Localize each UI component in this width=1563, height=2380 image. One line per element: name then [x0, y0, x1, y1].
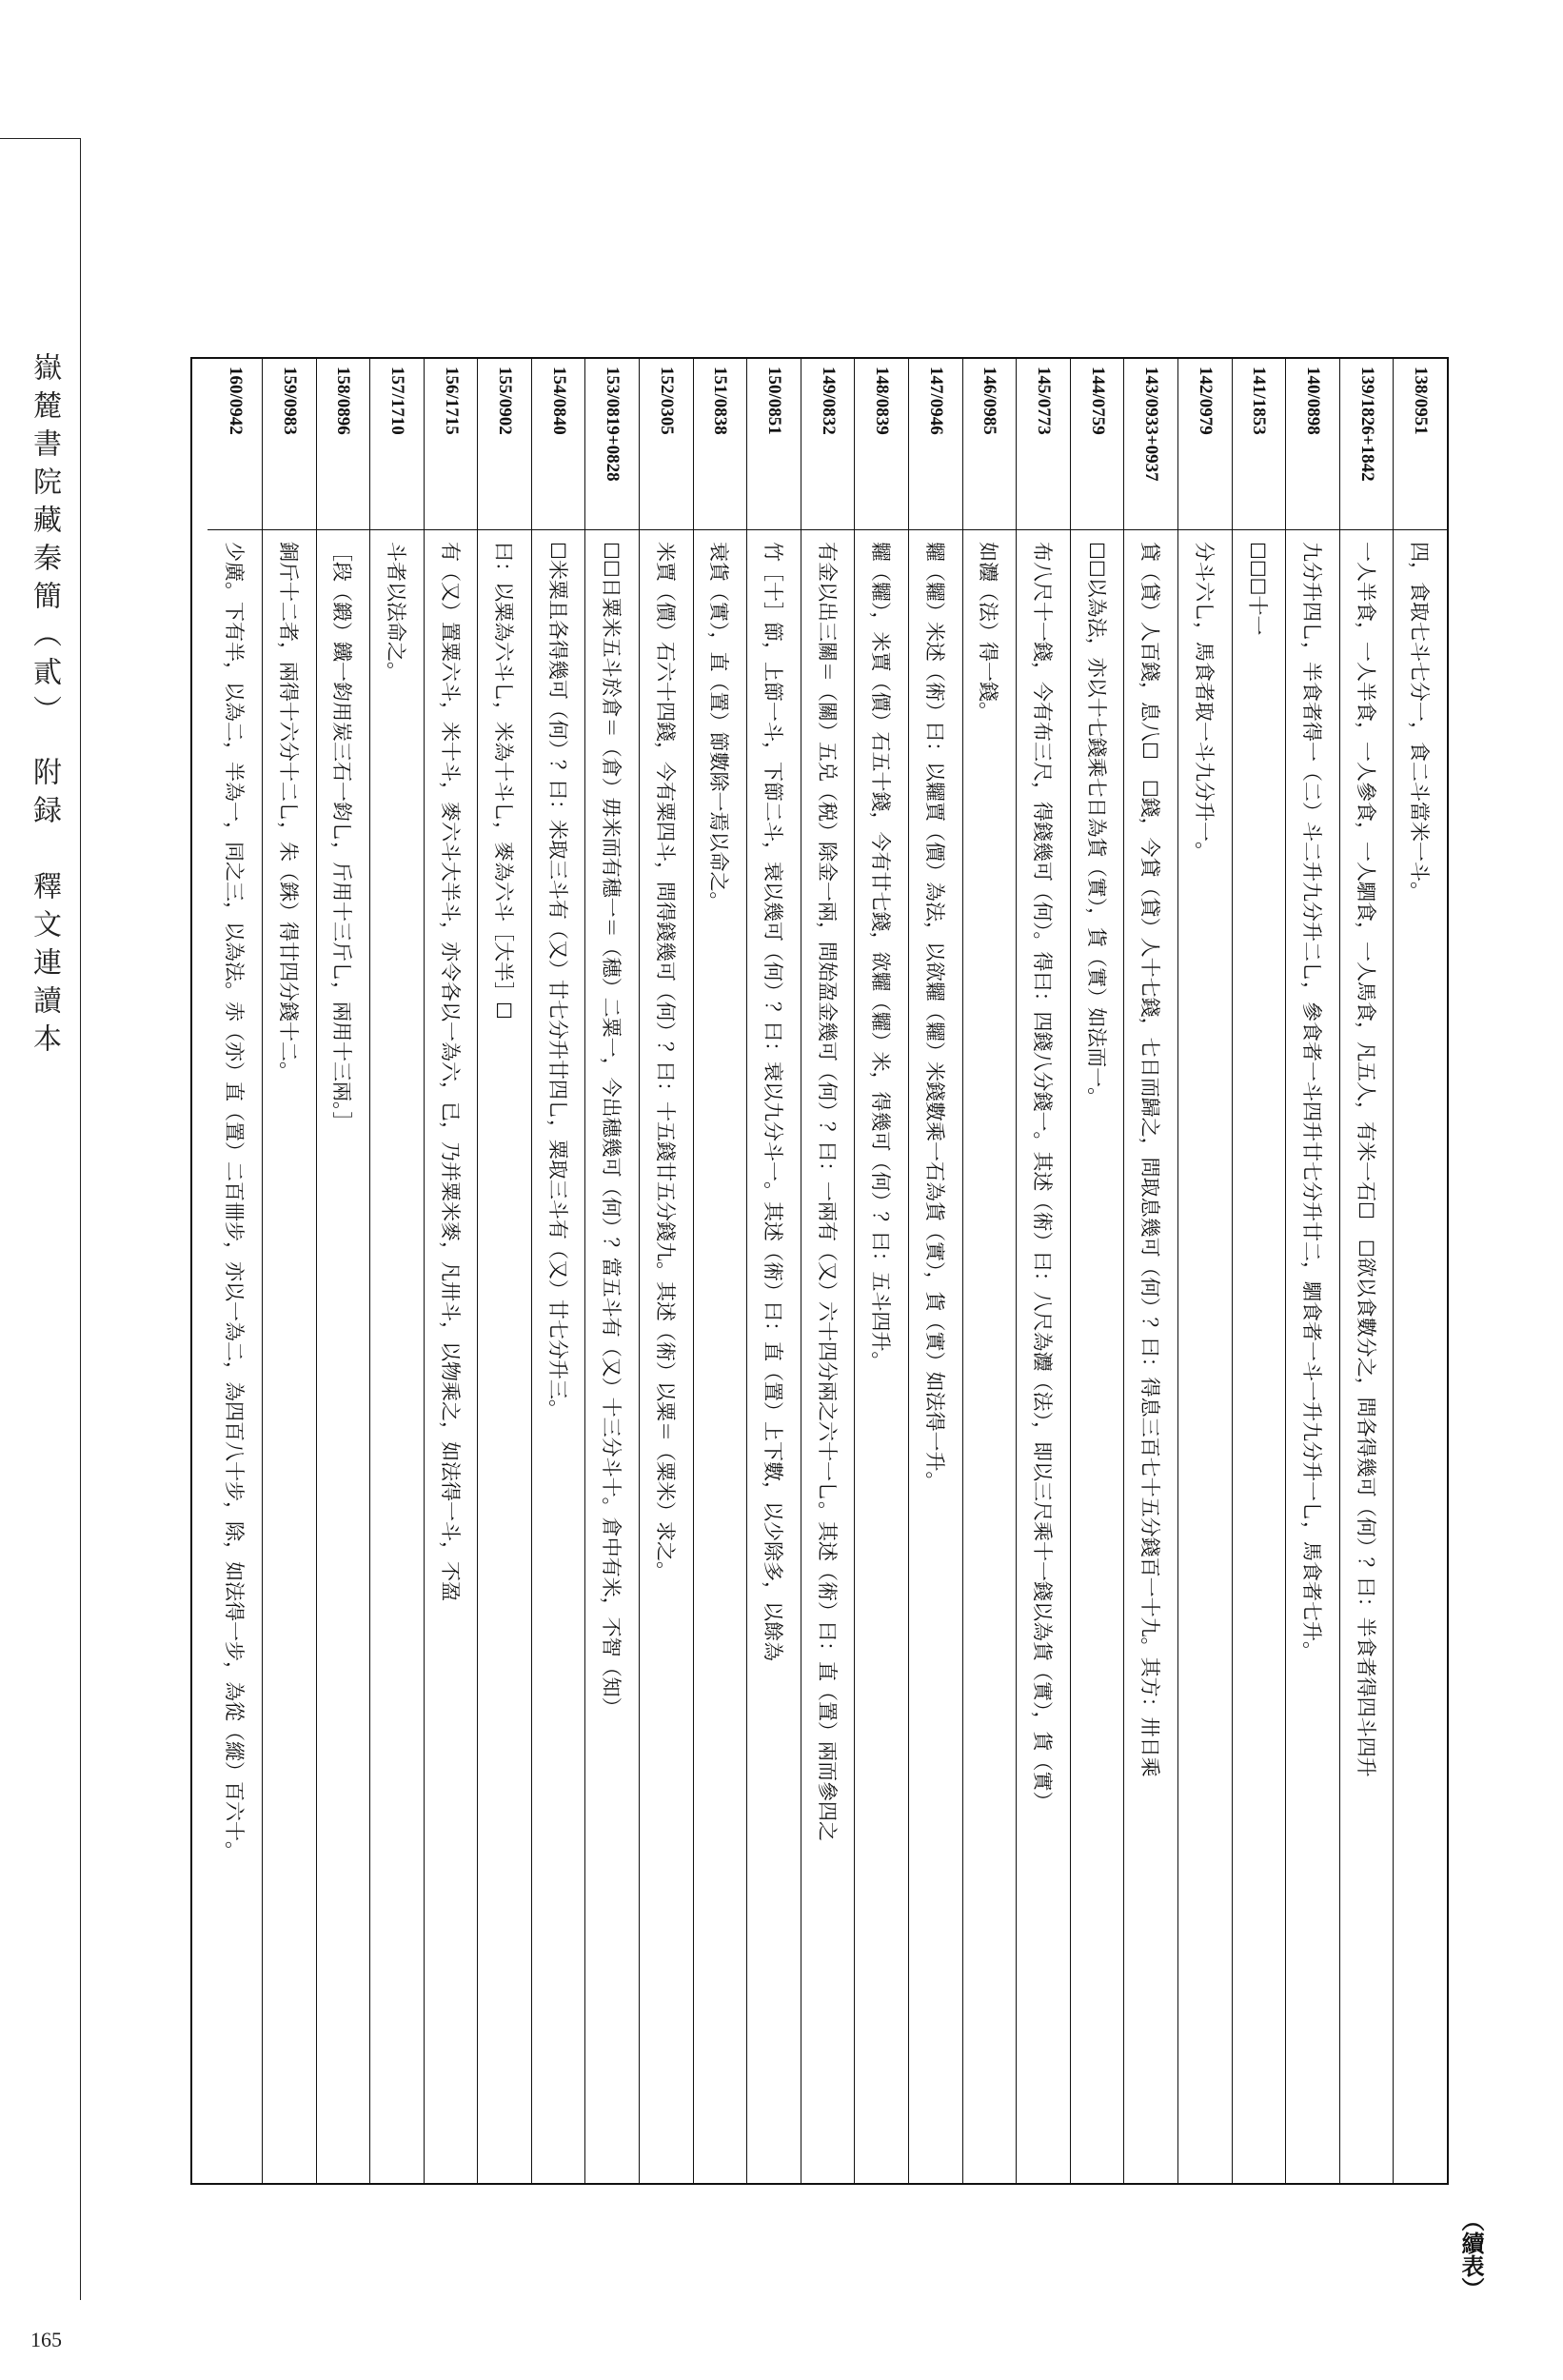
slip-number: 145/0773	[1017, 359, 1070, 530]
table-row	[746, 359, 801, 2183]
table-row	[369, 359, 424, 2183]
slip-table	[190, 357, 1449, 2185]
slip-text: 有（又）置粟六斗，米十斗，麥六斗大半斗，亦令各以一為六，已，乃并粟米麥，凡卅斗，以物乘之，如法得一斗，不盈	[438, 542, 462, 1601]
table-row	[1232, 359, 1286, 2183]
table-row	[1123, 359, 1177, 2183]
slip-text: 糶（糶），米賈（價）石五十錢，今有廿七錢，欲糶（糶）米，得幾可（何）？曰：五斗四升。	[869, 542, 893, 1372]
slip-text: ☐☐日粟米五斗於倉＝（倉）毋米而有穗一＝（穗）二粟一，今出穗幾可（何）？當五斗有（又）十三分斗十。倉中有米，不智（知）	[600, 542, 623, 1717]
slip-number: 142/0979	[1178, 359, 1232, 530]
table-row	[962, 359, 1017, 2183]
slip-number: 138/0951	[1394, 359, 1447, 530]
table-row	[1393, 359, 1447, 2183]
slip-number: 154/0840	[532, 359, 585, 530]
slip-text: 九分升四乚，半食者得一（二）斗二升九分升二乚，參食者一斗四升廿七分升廿二，駟食者一斗一升九分升一乚，馬食者七升。	[1300, 542, 1324, 1661]
slip-number: 144/0759	[1071, 359, 1124, 530]
page-number: 165	[30, 2328, 62, 2351]
slip-number: 151/0838	[694, 359, 747, 530]
slip-number: 141/1853	[1233, 359, 1286, 530]
slip-text: 分斗六乚，馬食者取一斗九分升一。	[1192, 542, 1216, 862]
slip-text: 四，食取七斗七分一，食二斗當米一斗。	[1408, 542, 1432, 902]
continued-label: （續表）	[1457, 2209, 1485, 2300]
slip-text: ☐米粟且各得幾可（何）？曰：米取三斗有（又）廿七分升廿四乚，粟取三斗有（又）廿七分升三。	[545, 542, 569, 1419]
table-row	[424, 359, 478, 2183]
slip-text: 糶（糶）米述（術）曰：以糶賈（價）為法，以欲糶（糶）米錢數乘一石為貨（實），貨（實）如法得一升。	[922, 542, 946, 1492]
table-row	[531, 359, 585, 2183]
table-row	[585, 359, 640, 2183]
slip-number: 159/0983	[263, 359, 316, 530]
slip-text: ☐☐以為法，亦以十七錢乘七日為貨（實），貨（實）如法而一。	[1084, 542, 1108, 1108]
table-row	[1339, 359, 1394, 2183]
slip-text: 布八尺十一錢，今有布三尺，得錢幾可（何）。得曰：四錢八分錢一。其述（術）曰：八尺為灋（法），即以三尺乘十一錢以為貨（實），貨（實）	[1031, 542, 1055, 1812]
slip-number: 140/0898	[1286, 359, 1339, 530]
slip-text: ［段（鍛）鐵一鈞用炭三石一鈞乚，斤用十三斤乚，兩用十三兩。］	[330, 542, 354, 1132]
slip-text: 曰：以粟為六斗乚，米為十斗乚，麥為六斗［大半］☐	[492, 542, 516, 1020]
table-row	[316, 359, 370, 2183]
slip-number: 146/0985	[963, 359, 1017, 530]
slip-number: 156/1715	[425, 359, 478, 530]
table-row	[1177, 359, 1232, 2183]
table-row	[1016, 359, 1070, 2183]
slip-number: 147/0946	[909, 359, 962, 530]
slip-text: 貸（貸）人百錢，息八☐ ☐錢，今貸（貸）人十七錢，七日而歸之，問取息幾可（何）？曰：得息三百七十五分錢百一十九。其方：卅日乘	[1138, 542, 1162, 1777]
slip-number: 150/0851	[747, 359, 801, 530]
table-row	[908, 359, 962, 2183]
slip-number: 139/1826+1842	[1340, 359, 1394, 530]
slip-number: 153/0819+0828	[586, 359, 640, 530]
slip-number: 149/0832	[801, 359, 855, 530]
table-row	[693, 359, 747, 2183]
slip-number: 143/0933+0937	[1124, 359, 1177, 530]
slip-text: 衰貨（實），直（置）節數除一焉以命之。	[707, 542, 731, 912]
slip-text: 銅斤十二者，兩得十六分十二乚，朱（銖）得廿四分錢十二。	[276, 542, 300, 1081]
slip-text: 竹［十］節，上節一斗，下節二斗，衰以幾可（何）？曰：衰以九分斗一。其述（術）曰：直（置）上下數，以少除多，以餘為	[762, 542, 785, 1661]
slip-text: ☐☐☐十一	[1246, 542, 1270, 636]
table-row	[477, 359, 531, 2183]
table-row	[639, 359, 693, 2183]
slip-number: 157/1710	[370, 359, 424, 530]
running-head: 嶽麓書院藏秦簡（貳） 附録 釋文連讀本	[28, 352, 61, 1061]
table-row	[1070, 359, 1124, 2183]
slip-number: 152/0305	[640, 359, 693, 530]
slip-text: 有金以出三關＝（關）五兑（税）除金一兩，問始盈金幾可（何）？曰：一兩有（又）六十四分兩之六十一乚。其述（術）曰：直（置）兩而參四之	[815, 542, 839, 1841]
slip-number: 148/0839	[855, 359, 908, 530]
table-row	[262, 359, 316, 2183]
slip-text: 斗者以法命之。	[384, 542, 407, 682]
slip-text: 一人半食，一人半食，一人參食，一人駟食，一人馬食，凡五人，有米一石☐ ☐欲以食數分之，問各得幾可（何）？曰：半食者得四斗四升	[1354, 542, 1377, 1777]
slip-number: 158/0896	[317, 359, 370, 530]
slip-number: 155/0902	[478, 359, 531, 530]
table-row	[208, 359, 262, 2183]
slip-text: 如灋（法）得一錢。	[977, 542, 1000, 722]
slip-number: 160/0942	[208, 359, 262, 530]
table-row	[1285, 359, 1339, 2183]
slip-text: 少廣。下有半，以為二，半為一，同之三，以為法。赤（亦）直（置）二百卌步，亦以一為二，為四百八十步，除，如法得一步，為從（縱）百六十。	[222, 542, 246, 1861]
table-row	[854, 359, 908, 2183]
table-row	[801, 359, 855, 2183]
slip-text: 米賈（價）石六十四錢，今有粟四斗，問得錢幾可（何）？曰：十五錢廿五分錢九。其述（術）以粟＝（粟米）求之。	[653, 542, 677, 1581]
